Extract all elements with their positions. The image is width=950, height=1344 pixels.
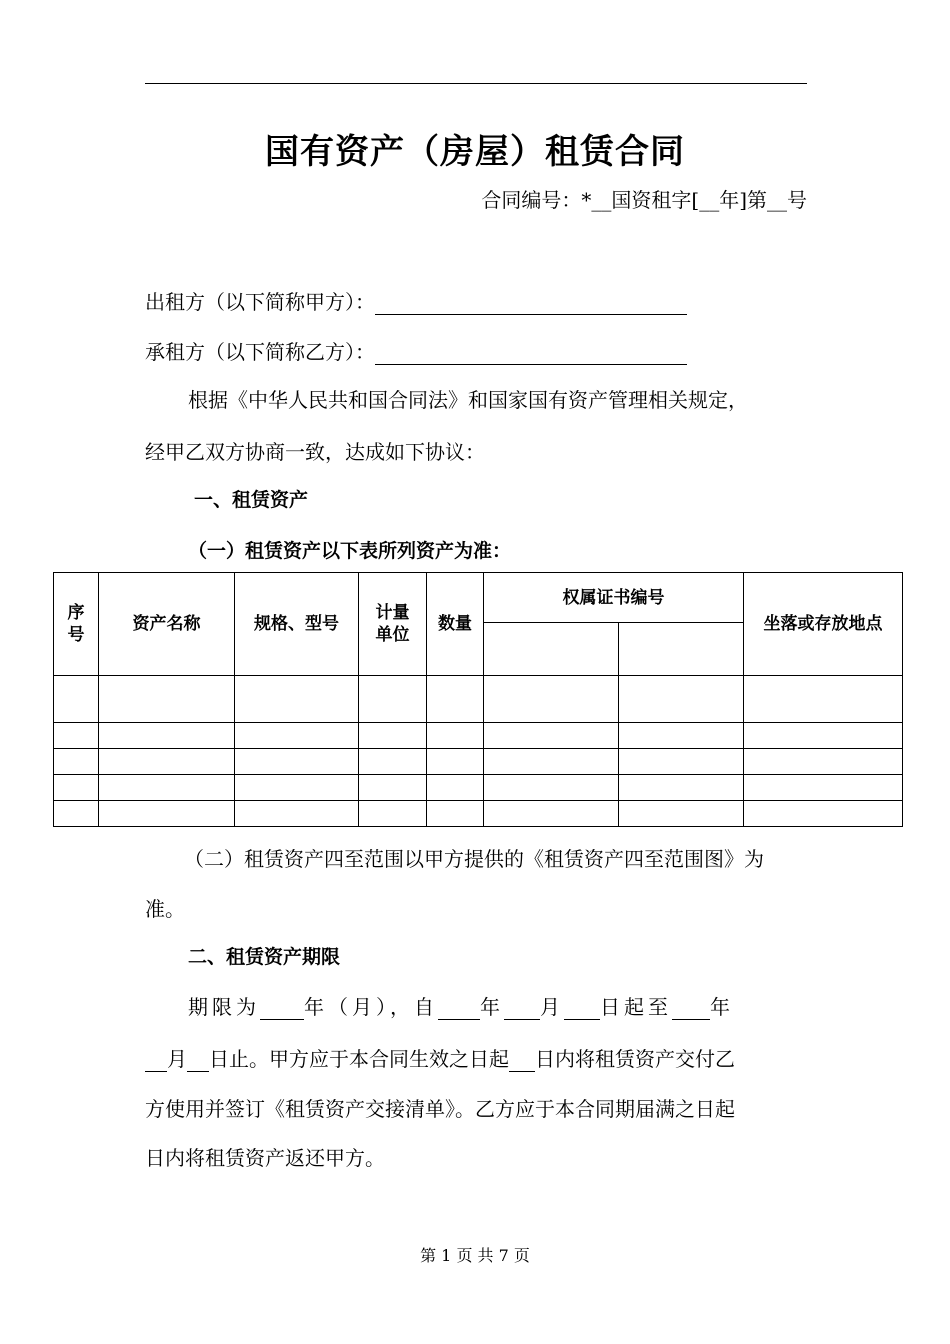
header-spec: 规格、型号 <box>235 573 359 676</box>
end-year-blank[interactable] <box>672 999 710 1020</box>
lessor-line <box>145 286 687 315</box>
header-rule <box>145 83 807 84</box>
header-seq: 序号 <box>54 573 99 676</box>
page-number: 第 1 页 共 7 页 <box>420 1246 530 1265</box>
delivery-days-blank[interactable] <box>509 1051 535 1072</box>
table-row <box>54 775 903 801</box>
term-line-1: 期限为 年（月），自 年 月 日起至 年 <box>188 995 734 1019</box>
section-1-sub2-line-2: 准。 <box>145 897 185 921</box>
contract-number: 合同编号：*__国资租字[__年]第__号 <box>481 188 807 212</box>
end-month-blank[interactable] <box>145 1051 167 1072</box>
term-line-4: 日内将租赁资产返还甲方。 <box>145 1146 385 1170</box>
end-day-blank[interactable] <box>187 1051 209 1072</box>
header-unit: 计量单位 <box>359 573 427 676</box>
term-line-3: 方使用并签订《租赁资产交接清单》。乙方应于本合同期届满之日起 <box>145 1097 735 1121</box>
term-line-2: 月 日止。甲方应于本合同生效之日起 日内将租赁资产交付乙 <box>145 1043 735 1072</box>
start-month-blank[interactable] <box>504 999 540 1020</box>
start-year-blank[interactable] <box>438 999 480 1020</box>
lessor-label: 出租方（以下简称甲方）： <box>145 290 375 314</box>
header-asset-name: 资产名称 <box>99 573 235 676</box>
assets-table <box>53 572 903 827</box>
table-row <box>54 749 903 775</box>
header-location: 坐落或存放地点 <box>744 573 903 676</box>
section-1-subheading: （一）租赁资产以下表所列资产为准： <box>188 540 512 562</box>
document-title: 国有资产（房屋）租赁合同 <box>265 132 685 172</box>
preamble-line-2: 经甲乙双方协商一致，达成如下协议： <box>145 440 485 464</box>
lessee-label: 承租方（以下简称乙方）： <box>145 340 375 364</box>
header-quantity: 数量 <box>427 573 484 676</box>
lessee-line <box>145 336 687 365</box>
header-cert-sub-1 <box>484 623 619 676</box>
table-row <box>54 801 903 827</box>
section-1-heading: 一、租赁资产 <box>194 489 309 511</box>
start-day-blank[interactable] <box>564 999 600 1020</box>
term-length-blank[interactable] <box>260 999 304 1020</box>
header-cert-sub-2 <box>619 623 744 676</box>
lessee-blank[interactable] <box>375 344 687 365</box>
lessor-blank[interactable] <box>375 294 687 315</box>
section-1-sub2-line-1: （二）租赁资产四至范围以甲方提供的《租赁资产四至范围图》为 <box>184 847 764 871</box>
header-certificate: 权属证书编号 <box>484 573 744 623</box>
table-row <box>54 676 903 723</box>
section-2-heading: 二、租赁资产期限 <box>188 946 341 968</box>
preamble-line-1: 根据《中华人民共和国合同法》和国家国有资产管理相关规定， <box>188 388 748 412</box>
table-row <box>54 723 903 749</box>
